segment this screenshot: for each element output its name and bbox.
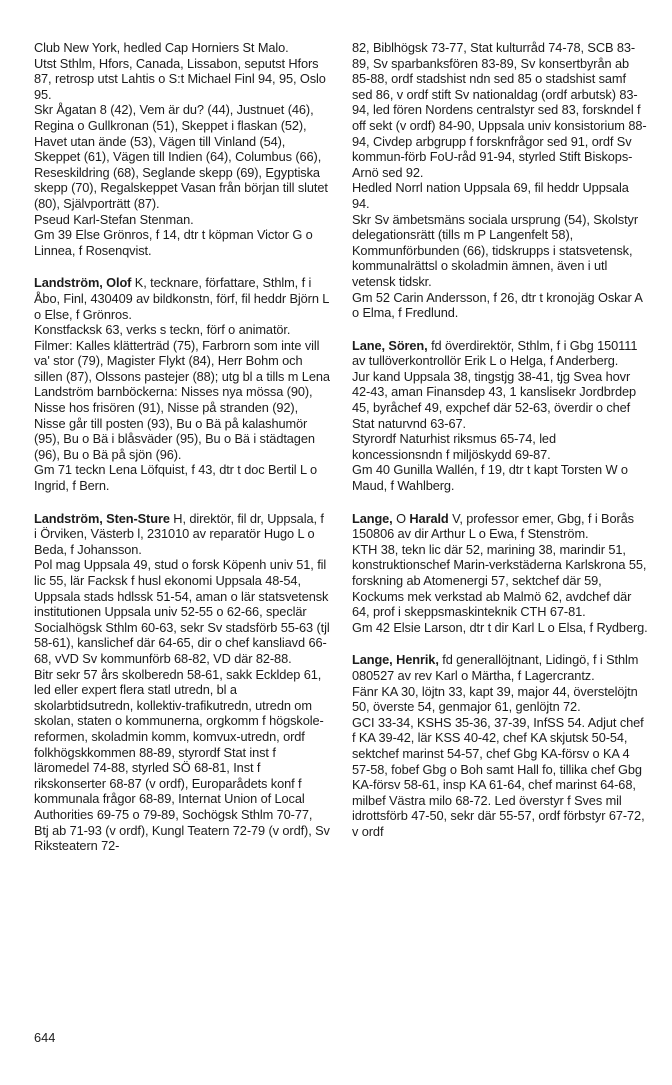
paragraph: 82, Biblhögsk 73-77, Stat kulturråd 74-78, SCB 83-89, Sv sparbanksfören 83-89, Sv konsertbyrån ab 85-88, ordf stadshist ndn sed 85 o stadshist samf sed 86, v ordf stift Sv nationaldag (ordf arbutsk) 83-94, led fören Nordens centralstyr sed 83, forskndel f off sekt (v ordf) 84-90, Uppsala univ konsistorium 88-94, Civdep arbgrupp f forsknfrågor sed 91, ordf Sv kommun-förb FoU-råd 91-94, styrled Stift Biskops-Arnö sed 92. bbox=[352, 40, 647, 180]
right-column bbox=[352, 40, 648, 857]
entry-name: Lange, bbox=[352, 510, 393, 526]
paragraph: Styrordf Naturhist riksmus 65-74, led koncessionsndn f miljöskydd 69-87. bbox=[352, 431, 556, 462]
paragraph: Skr Sv ämbetsmäns sociala ursprung (54), Skolstyr delegationsrätt (tills m P Langenfelt 58), Kommunförbunden (66), tidskrupps i statsvetensk, kommunalrättsl o skoladmin ämnen, även i utl vetensk tidskr. bbox=[352, 211, 638, 289]
paragraph: Hedled Norrl nation Uppsala 69, fil heddr Uppsala 94. bbox=[352, 180, 629, 211]
paragraph: Gm 52 Carin Andersson, f 26, dtr t kronojäg Oskar A o Elma, f Fredlund. bbox=[352, 289, 643, 321]
paragraph: Gm 39 Else Grönros, f 14, dtr t köpman Victor G o Linnea, f Rosenqvist. bbox=[34, 227, 313, 258]
entry-heading bbox=[34, 511, 330, 558]
entry-heading bbox=[352, 338, 648, 369]
paragraph: Fänr KA 30, löjtn 33, kapt 39, major 44, överstelöjtn 50, överste 54, genmajor 61, genlöjtn 72. bbox=[352, 683, 638, 715]
entry-landstrom-olof bbox=[34, 275, 330, 493]
paragraph: Pseud Karl-Stefan Stenman. bbox=[34, 211, 194, 227]
entry-heading-text: H, direktör, fil dr, Uppsala, f i Örviken, Västerb l, 231010 av reparatör Hugo L o Beda, f Johansson. bbox=[34, 510, 324, 557]
paragraph: Gm 42 Elsie Larson, dtr t dir Karl L o Elsa, f Rydberg. bbox=[352, 619, 648, 635]
entry-heading bbox=[34, 275, 330, 322]
entry-lane-soren bbox=[352, 338, 648, 494]
paragraph: Club New York, hedled Cap Horniers St Malo. bbox=[34, 40, 289, 55]
entry-landstrom-sten-sture bbox=[34, 511, 330, 854]
paragraph: Gm 71 teckn Lena Löfquist, f 43, dtr t doc Bertil L o Ingrid, f Bern. bbox=[34, 462, 318, 494]
paragraph: Gm 40 Gunilla Wallén, f 19, dtr t kapt Torsten W o Maud, f Wahlberg. bbox=[352, 462, 628, 494]
continuation-entry bbox=[34, 40, 330, 258]
entry-lange-henrik bbox=[352, 652, 648, 839]
paragraph: Konstfacksk 63, verks s teckn, förf o animatör. bbox=[34, 322, 291, 338]
paragraph: Jur kand Uppsala 38, tingstjg 38-41, tjg Svea hovr 42-43, aman Finansdep 43, 1 kanslisekr Jordbrdep 45, byråchef 49, expchef där 52-63, överdir o chef Stat naturvnd 63-67. bbox=[352, 368, 637, 431]
entry-heading-text: K, tecknare, författare, Sthlm, f i Åbo, Finl, 430409 av bildkonstn, förf, fil heddr Björn L o Else, f Grönros. bbox=[34, 275, 329, 322]
entry-name: Lange, Henrik, bbox=[352, 652, 439, 668]
page-number: 644 bbox=[34, 1030, 56, 1045]
entry-name-given: Harald bbox=[409, 510, 449, 526]
paragraph: Filmer: Kalles klätterträd (75), Farbrorn som inte vill va' stor (79), Magister Flykt (84), Herr Bohm och sillen (87), Olssons pastejer (88); utg bl a tills m Lena Landström barnböckerna: Nisses nya mössa (90), Nisse hos frisören (91), Nisse på stranden (92), Nisse går till posten (93), Bu o Bä på kalashumör (95), Bu o Bä i blåsväder (95), Bu o Bä i städtagen (96), Bu o Bä på sjön (96). bbox=[34, 337, 330, 462]
entry-heading-text: V, professor emer, Gbg, f i Borås 150806 av dir Arthur L o Ewa, f Stenström. bbox=[352, 510, 634, 542]
paragraph: Pol mag Uppsala 49, stud o forsk Köpenh univ 51, fil lic 55, lär Facksk f husl ekonomi Uppsala 48-54, Uppsala stads hdlssk 51-54, aman o lär statsvetensk institutionen Uppsala univ 52-55 o 62-66, speclär Socialhögsk Sthlm 60-63, sekr Sv stadsförb 55-63 (tjl 58-61), kanslichef där 64-65, dir o chef kansliavd 66-68, vVD Sv kommunförb 68-82, VD där 82-88. bbox=[34, 557, 330, 666]
entry-name: Landström, Olof bbox=[34, 275, 132, 291]
entry-heading-text: fd generallöjtnant, Lidingö, f i Sthlm 080527 av rev Karl o Märtha, f Lagercrantz. bbox=[352, 652, 639, 683]
entry-name: Lane, Sören, bbox=[352, 337, 428, 353]
entry-heading bbox=[352, 652, 648, 683]
paragraph: GCI 33-34, KSHS 35-36, 37-39, InfSS 54. Adjut chef f KA 39-42, lär KSS 40-42, chef KA skjutsk 50-54, sektchef marinst 54-57, chef Gbg KA-försv o KA 4 57-58, fobef Gbg o Boh samt Hall fo, tillika chef Gbg KA-försv 58-61, insp KA 61-64, chef marinst 64-68, milbef Västra milo 68-72. Led överstyr f Sves mil idrottsförb 47-50, sekr där 55-57, ordf förbstyr 67-72, v ordf bbox=[352, 714, 645, 839]
entry-name-initial: O bbox=[392, 510, 410, 526]
entry-lange-harald bbox=[352, 511, 648, 636]
paragraph: Utst Sthlm, Hfors, Canada, Lissabon, seputst Hfors 87, retrosp utst Lahtis o S:t Michael Finl 94, 95, Oslo 95. bbox=[34, 55, 326, 102]
left-column bbox=[34, 40, 330, 871]
entry-name: Landström, Sten-Sture bbox=[34, 510, 170, 526]
paragraph: Skr Ågatan 8 (42), Vem är du? (44), Justnuet (46), Regina o Gullkronan (51), Skeppet i flaskan (52), Havet utan ände (53), Vägen till Vinland (54), Skeppet (61), Vägen till Indien (64), Columbus (66), Reseskildring (68), Seglande skepp (69), Egyptiska skepp (70), Regalskeppet Vasan från början till slutet (80), Självporträtt (87). bbox=[34, 102, 328, 211]
continuation-entry bbox=[352, 40, 648, 321]
entry-heading-text: fd överdirektör, Sthlm, f i Gbg 150111 av tullöverkontrollör Erik L o Helga, f Anderberg. bbox=[352, 337, 638, 369]
entry-heading bbox=[352, 511, 648, 542]
paragraph: Bitr sekr 57 års skolberedn 58-61, sakk Eckldep 61, led eller expert flera statl utredn, bl a skolarbtidsutredn, kollektiv-trafikutredn, utredn om skolan, staten o kommunerna, orgkomm f högskole-reformen, skoladmin komm, komvux-utredn, ordf folkhögskkommen 88-89, styrordf Stat inst f läromedel 74-88, styrled SÖ 68-81, Inst f rikskonserter 68-87 (v ordf), Europarådets konf f kommunala frågor 68-89, Internat Union of Local Authorities 69-75 o 79-89, Sochögsk Sthlm 70-77, Btj ab 71-93 (v ordf), Kungl Teatern 72-79 (v ordf), Sv Riksteatern 72- bbox=[34, 666, 330, 854]
paragraph: KTH 38, tekn lic där 52, marining 38, marindir 51, konstruktionschef Marin-verkstäderna Karlskrona 55, forskning ab Atomenergi 57, sektchef där 59, Kockums mek verkstad ab Malmö 62, avdchef där 64, prof i skeppsmaskinteknik CTH 67-81. bbox=[352, 541, 647, 620]
